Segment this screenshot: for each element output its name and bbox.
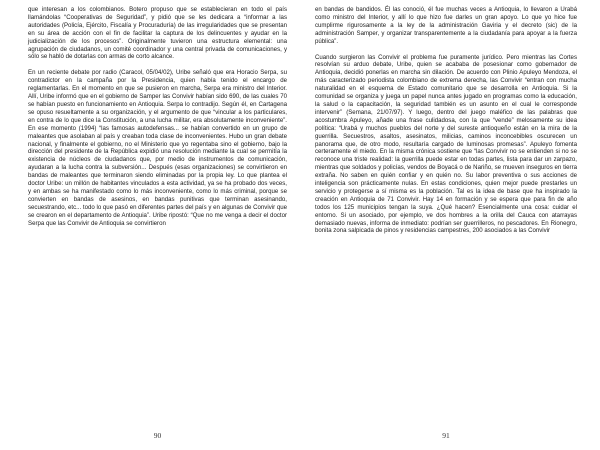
page-number-left: 90 bbox=[153, 431, 162, 440]
page-number-right: 91 bbox=[442, 431, 450, 440]
right-paragraph-2: Cuando surgieron las Convivir el problema fue puramente jurídico. Pero mientras las Cortes resolvían su arduo debate, Uribe, quien se acababa de posesionar como gobernador de Antioquia, decidió ponerlas en marcha sin dilación. De acuerdo con Plinio Apuleyo Mendoza, el más caracterizado periodista colombiano de extrema derecha, las Convivir “entran con mucha naturalidad en el esquema de Estado comunitario que se desarrolla en Antioquia. Si la comunidad se organiza y juega un papel nunca antes jugado en programas como la educación, la salud o la capacitación, la seguridad también es un asunto en el cual le corresponde intervenir” (Semana, 21/07/97). Y luego, dentro del juego maléfico de las palabras que acostumbra Apuleyo, añade una frase culidadosa, con la que “vende” melosamente su idea política: “Urabá y muchos pueblos del norte y del sureste antioqueño están en la mira de la guerrilla. Secuestros, asaltos, asesinatos, milicias, caminos inconcebibles oscurecen un panorama que, de otro modo, resultaría cargado de luminosas promesas”. Apuleyo fomenta certeramente el miedo. En la misma crónica sostiene que “las Convivir no se entienden si no se reconoce una triste realidad: la guerrilla puede estar en todas partes, lista para dar un zarpazo, mientras que soldados y policías, vendos de Boyacá o de Nariño, se mueven inseguros en tierra extraña. No saben en quién confiar y en quién no. Su labor preventiva o sus acciones de inteligencia son prácticamente nulas. En estas condiciones, quien mejor puede prestarles un servicio y protegerse a sí misma es la población. Tal es la idea de base que ha inspirado la creación en Antioquia de 71 Convivir. Hay 14 en formación y se espera que para fin de año todos los 125 municipios tengan la suya. ¿Qué hacen? Esencialmente una cosa: cuidar el entorno. Si un asociado, por ejemplo, ve dos hombres a la orilla del Cauca con atarrayas demasiado nuevas, informa de inmediato: podrían ser guerrilleros, no pescadores. En Rionegro, bonita zona salpicada de pinos y residencias campestres, 200 asociados a las Convivir bbox=[315, 53, 577, 235]
right-page bbox=[315, 0, 577, 450]
right-paragraph-1: en bandas de bandidos. Él las conoció, él fue muchas veces a Antioquia, lo llevaron a Urabá como ministro del Interior, y allí lo que hizo fue darles un gran apoyo. Lo que yo hice fue cumplirme rigurosamente a la ley de la administración Gaviria y el decreto (sic) de la administración Samper, y organizar transparentemente a la ciudadanía para apoyar a la fuerza pública”. bbox=[315, 6, 577, 45]
left-page bbox=[28, 0, 287, 450]
left-paragraph-1: que interesan a los colombianos. Botero propuso que se establecieran en todo el país llamándolas “Cooperativas de Seguridad”, y pidió que se les dedicara a “informar a las autoridades (Policía, Ejército, Fiscalía y Procuraduría) de las irregularidades que se presentan en su área de acción con el fin de facilitar la captura de los delincuentes y ayudar en la judicialización de los procesos”. Originalmente tuvieron una estructura elemental: una agrupación de ciudadanos, un comité coordinador y una central privada de comunicaciones, y sólo se habló de dotarlas con armas de corto alcance. bbox=[28, 6, 287, 61]
right-page-text-column bbox=[315, 6, 577, 239]
left-paragraph-2: En un reciente debate por radio (Caracol, 05/04/02), Uribe señaló que era Horacio Serpa, su contradictor en la campaña por la Presidencia, quien había tenido el encargo de reglamentarlas. En el momento en que se pusieron en marcha, Serpa era ministro del Interior. Allí, Uribe informó que en el gobierno de Samper las Convivir habían sido 690, de las cuales 70 se habían puesto en funcionamiento en Antioquia. Serpa lo contradijo. Según él, en Cartagena se opuso resueltamente a su organización, y el argumento de que “vincular a los particulares, en contra de lo que dice la Constitución, a una lucha militar, era absolutamente inconveniente”. En ese momento (1994) “las famosas autodefensas... se habían convertido en un grupo de maleantes que asolaban al país y creaban toda clase de inconvenientes. Hubo un gran debate nacional, y finalmente el gobierno, no el Ministerio que yo regentaba sino el gobierno, bajo la dirección del presidente de la República expidió una resolución mediante la cual se permitía la existencia de núcleos de ciudadanos que, por medio de instrumentos de comunicación, ayudaran a la lucha contra la subversión... Después (esas organizaciones) se convirtieron en bandas de maleantes que terminaron siendo eliminadas por la propia ley. Lo que plantea el doctor Uribe: un millón de habitantes vinculados a esta actividad, ya se ha probado dos veces, y en ambas se ha manifestado como lo más inconveniente, como lo más criminal, porque se convierten en bandas de asesinos, en bandas punitivas que terminan asesinando, secuestrando, etc... todo lo que pasó en diferentes partes del país y en algunas de Convivir que se crearon en el departamento de Antioquia”. Uribe ripostó: “Que no me venga a decir el doctor Serpa que las Convivir de Antioquia se convirtieron bbox=[28, 69, 287, 227]
left-page-text-column bbox=[28, 6, 287, 231]
